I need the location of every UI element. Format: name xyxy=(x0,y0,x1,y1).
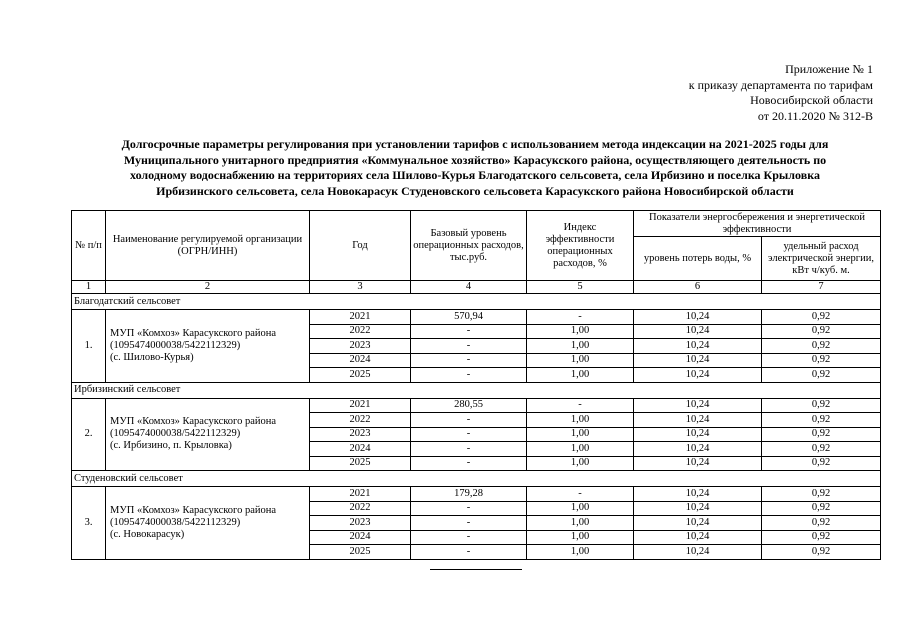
organization-cell xyxy=(106,487,310,560)
index-cell: 1,00 xyxy=(527,530,634,545)
loss-cell: 10,24 xyxy=(634,368,762,383)
index-cell: 1,00 xyxy=(527,516,634,531)
consumption-cell: 0,92 xyxy=(762,413,881,428)
loss-cell: 10,24 xyxy=(634,398,762,413)
base-cell: - xyxy=(411,339,527,354)
appendix-block xyxy=(689,62,873,124)
base-cell: - xyxy=(411,427,527,442)
index-cell: 1,00 xyxy=(527,353,634,368)
header-energy-indicators: Показатели энергосбережения и энергетической эффективности xyxy=(634,211,881,237)
org-name: МУП «Комхоз» Карасукского района xyxy=(110,504,277,516)
year-cell: 2025 xyxy=(310,368,411,383)
loss-cell: 10,24 xyxy=(634,353,762,368)
section-heading: Студеновский сельсовет xyxy=(72,471,881,487)
title-line: Долгосрочные параметры регулирования при установлении тарифов с использованием метода индексации на 2021-2025 годы для xyxy=(121,137,829,151)
footer-divider xyxy=(430,569,522,570)
loss-cell: 10,24 xyxy=(634,501,762,516)
loss-cell: 10,24 xyxy=(634,530,762,545)
header-water-loss: уровень потерь воды, % xyxy=(634,237,762,281)
year-cell: 2024 xyxy=(310,530,411,545)
table-row xyxy=(72,310,881,325)
title-line: Муниципального унитарного предприятия «Коммунальное хозяйство» Карасукского района, осуществляющего деятельность по xyxy=(123,152,827,167)
org-place: (с. Шилово-Курья) xyxy=(110,351,194,363)
base-cell: - xyxy=(411,501,527,516)
section-heading: Ирбизинский сельсовет xyxy=(72,382,881,398)
index-cell: 1,00 xyxy=(527,442,634,457)
consumption-cell: 0,92 xyxy=(762,442,881,457)
org-ids: (1095474000038/5422112329) xyxy=(110,516,241,528)
header-num: № п/п xyxy=(72,211,106,281)
parameters-table xyxy=(71,210,881,560)
base-cell: - xyxy=(411,413,527,428)
column-number: 7 xyxy=(762,281,881,294)
consumption-cell: 0,92 xyxy=(762,310,881,325)
column-number: 3 xyxy=(310,281,411,294)
header-org: Наименование регулируемой организации (ОГРН/ИНН) xyxy=(106,211,310,281)
document-title xyxy=(70,137,880,199)
year-cell: 2021 xyxy=(310,310,411,325)
loss-cell: 10,24 xyxy=(634,339,762,354)
appendix-line: к приказу департамента по тарифам xyxy=(688,77,873,92)
index-cell: - xyxy=(527,310,634,325)
column-number: 6 xyxy=(634,281,762,294)
index-cell: 1,00 xyxy=(527,501,634,516)
loss-cell: 10,24 xyxy=(634,413,762,428)
consumption-cell: 0,92 xyxy=(762,339,881,354)
loss-cell: 10,24 xyxy=(634,324,762,339)
base-cell: - xyxy=(411,442,527,457)
index-cell: 1,00 xyxy=(527,339,634,354)
year-cell: 2024 xyxy=(310,442,411,457)
loss-cell: 10,24 xyxy=(634,442,762,457)
index-cell: 1,00 xyxy=(527,413,634,428)
org-name: МУП «Комхоз» Карасукского района xyxy=(110,327,277,339)
org-ids: (1095474000038/5422112329) xyxy=(110,339,241,351)
year-cell: 2024 xyxy=(310,353,411,368)
loss-cell: 10,24 xyxy=(634,487,762,502)
consumption-cell: 0,92 xyxy=(762,501,881,516)
column-number: 1 xyxy=(72,281,106,294)
year-cell: 2022 xyxy=(310,413,411,428)
org-place: (с. Новокарасук) xyxy=(110,528,185,540)
consumption-cell: 0,92 xyxy=(762,545,881,560)
title-line: холодному водоснабжению на территориях села Шилово-Курья Благодатского сельсовета, села Ирбизино и поселка Крыловка xyxy=(130,168,820,182)
index-cell: - xyxy=(527,398,634,413)
org-place: (с. Ирбизино, п. Крыловка) xyxy=(110,440,232,452)
appendix-line: от 20.11.2020 № 312-В xyxy=(757,108,873,123)
loss-cell: 10,24 xyxy=(634,456,762,471)
base-cell: - xyxy=(411,516,527,531)
year-cell: 2021 xyxy=(310,398,411,413)
loss-cell: 10,24 xyxy=(634,427,762,442)
base-cell: - xyxy=(411,324,527,339)
index-cell: 1,00 xyxy=(527,324,634,339)
consumption-cell: 0,92 xyxy=(762,427,881,442)
consumption-cell: 0,92 xyxy=(762,456,881,471)
consumption-cell: 0,92 xyxy=(762,530,881,545)
row-number: 1. xyxy=(72,310,106,383)
year-cell: 2022 xyxy=(310,501,411,516)
year-cell: 2025 xyxy=(310,456,411,471)
row-number: 2. xyxy=(72,398,106,471)
header-energy-consumption: удельный расход электрической энергии, кВт ч/куб. м. xyxy=(762,237,881,281)
organization-cell xyxy=(106,310,310,383)
appendix-line: Новосибирской области xyxy=(750,93,873,107)
year-cell: 2023 xyxy=(310,339,411,354)
year-cell: 2023 xyxy=(310,516,411,531)
index-cell: 1,00 xyxy=(527,427,634,442)
header-efficiency-index: Индекс эффективности операционных расходов, % xyxy=(527,211,634,281)
org-name: МУП «Комхоз» Карасукского района xyxy=(110,416,277,428)
year-cell: 2022 xyxy=(310,324,411,339)
header-year: Год xyxy=(310,211,411,281)
base-cell: - xyxy=(411,456,527,471)
base-cell: 179,28 xyxy=(411,487,527,502)
base-cell: - xyxy=(411,545,527,560)
index-cell: 1,00 xyxy=(527,368,634,383)
loss-cell: 10,24 xyxy=(634,516,762,531)
consumption-cell: 0,92 xyxy=(762,368,881,383)
section-heading: Благодатский сельсовет xyxy=(72,294,881,310)
consumption-cell: 0,92 xyxy=(762,353,881,368)
year-cell: 2021 xyxy=(310,487,411,502)
header-base-expenses: Базовый уровень операционных расходов, тыс.руб. xyxy=(411,211,527,281)
index-cell: 1,00 xyxy=(527,545,634,560)
consumption-cell: 0,92 xyxy=(762,398,881,413)
base-cell: 570,94 xyxy=(411,310,527,325)
table-row xyxy=(72,487,881,502)
column-number: 4 xyxy=(411,281,527,294)
index-cell: 1,00 xyxy=(527,456,634,471)
base-cell: - xyxy=(411,368,527,383)
base-cell: 280,55 xyxy=(411,398,527,413)
title-line: Ирбизинского сельсовета, села Новокарасук Студеновского сельсовета Карасукского района Новосибирской области xyxy=(156,183,794,198)
loss-cell: 10,24 xyxy=(634,545,762,560)
year-cell: 2025 xyxy=(310,545,411,560)
year-cell: 2023 xyxy=(310,427,411,442)
consumption-cell: 0,92 xyxy=(762,324,881,339)
org-ids: (1095474000038/5422112329) xyxy=(110,428,241,440)
consumption-cell: 0,92 xyxy=(762,516,881,531)
column-numbers-row xyxy=(72,281,881,294)
index-cell: - xyxy=(527,487,634,502)
consumption-cell: 0,92 xyxy=(762,487,881,502)
loss-cell: 10,24 xyxy=(634,310,762,325)
appendix-line: Приложение № 1 xyxy=(785,62,873,76)
column-number: 5 xyxy=(527,281,634,294)
column-number: 2 xyxy=(106,281,310,294)
base-cell: - xyxy=(411,530,527,545)
base-cell: - xyxy=(411,353,527,368)
row-number: 3. xyxy=(72,487,106,560)
table-row xyxy=(72,398,881,413)
organization-cell xyxy=(106,398,310,471)
